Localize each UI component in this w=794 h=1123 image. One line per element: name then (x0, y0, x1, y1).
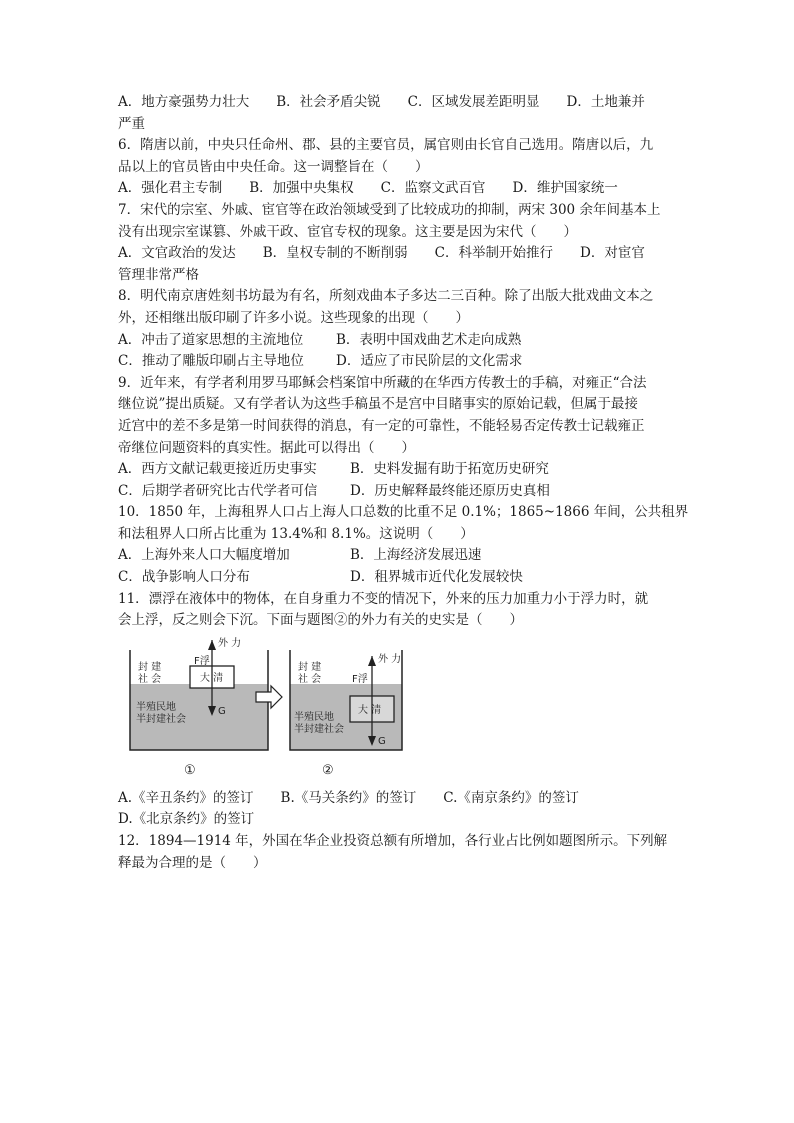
q8-option-a: A．冲击了道家思想的主流地位 (118, 331, 304, 348)
diagram-1-upper-label-2: 社 会 (138, 673, 162, 685)
q9-option-c: C．后期学者研究比古代学者可信 (118, 482, 318, 499)
q9-stem-line4: 帝继位问题资料的真实性。据此可以得出（ ） (118, 439, 415, 456)
q10-option-a: A．上海外来人口大幅度增加 (118, 547, 290, 564)
q9-options-row2 (118, 481, 678, 503)
q11-stem-line2: 会上浮，反之则会下沉。下面与题图②的外力有关的史实是（ ） (118, 612, 523, 629)
q10-options-row1 (118, 545, 678, 567)
q8-stem-line1: 8．明代南京唐姓刻书坊最为有名，所刻戏曲本子多达二三百种。除了出版大批戏曲文本之 (118, 288, 654, 305)
figure-caption-2: ② (322, 762, 334, 778)
q10-stem-line2: 和法租界人口所占比重为 13.4%和 8.1%。这说明（ ） (118, 525, 474, 542)
diagram-1-lower-label-1: 半殖民地 (136, 701, 176, 713)
q8-option-c: C．推动了雕版印刷占主导地位 (118, 353, 304, 370)
q11-options-line1: A.《辛丑条约》的签订 B.《马关条约》的签订 C.《南京条约》的签订 (118, 789, 579, 806)
q7-options-line1: A．文官政治的发达 B．皇权专制的不断削弱 C．科举制开始推行 D．对宦官 (118, 245, 645, 262)
q8-option-d: D．适应了市民阶层的文化需求 (336, 353, 523, 370)
q8-option-b: B．表明中国戏曲艺术走向成熟 (336, 331, 522, 348)
diagram-1-force-label: 外 力 (218, 637, 242, 649)
diagram-1-buoyancy-label: F浮 (194, 655, 210, 667)
q7-stem-line2: 没有出现宗室谋篡、外戚干政、宦官专权的现象。这主要是因为宋代（ ） (118, 223, 577, 240)
q11-figure (118, 636, 678, 784)
q10-stem-line1: 10．1850 年，上海租界人口占上海人口总数的比重不足 0.1%；1865~1866 年间，公共租界 (118, 504, 689, 521)
diagram-1 (130, 636, 268, 750)
diagram-2-lower-label-1: 半殖民地 (294, 711, 334, 723)
q11-stem-line1: 11．漂浮在液体中的物体，在自身重力不变的情况下，外来的压力加重力小于浮力时，就 (118, 590, 649, 607)
q5-options-line2: 严重 (118, 115, 145, 132)
q10-option-b: B．上海经济发展迅速 (350, 547, 482, 564)
q6-stem-line2: 品以上的官员皆由中央任命。这一调整旨在（ ） (118, 158, 429, 175)
diagram-2-box-label: 大 清 (358, 704, 382, 716)
diagram-1-box-label: 大 清 (200, 672, 224, 684)
diagram-2 (290, 650, 402, 750)
q6-stem-line1: 6．隋唐以前，中央只任命州、郡、县的主要官员，属官则由长官自己选用。隋唐以后，九 (118, 137, 654, 154)
diagram-2-upper-label-2: 社 会 (298, 673, 322, 685)
diagram-2-gravity-label: G (378, 735, 386, 747)
diagram-1-gravity-label: G (218, 705, 226, 717)
q9-stem-line1: 9．近年来，有学者利用罗马耶稣会档案馆中所藏的在华西方传教士的手稿，对雍正“合法 (118, 374, 647, 391)
q5-options-line1: A．地方豪强势力壮大 B．社会矛盾尖锐 C．区域发展差距明显 D．土地兼并 (118, 94, 645, 110)
diagram-1-upper-label-1: 封 建 (138, 661, 162, 673)
q11-options-line2: D.《北京条约》的签订 (118, 811, 255, 828)
diagram-2-up-arrow (368, 656, 376, 666)
q12-stem-line1: 12．1894—1914 年，外国在华企业投资总额有所增加，各行业占比例如题图所示。下列解 (118, 833, 668, 850)
q8-stem-line2: 外，还相继出版印刷了许多小说。这些现象的出现（ ） (118, 309, 469, 326)
q9-options-row1 (118, 459, 678, 481)
q8-options-row1 (118, 330, 678, 352)
diagram-2-buoyancy-label: F浮 (352, 673, 368, 685)
diagram-1-up-arrow (208, 640, 216, 650)
q10-option-c: C．战争影响人口分布 (118, 569, 250, 586)
q7-options-line2: 管理非常严格 (118, 266, 199, 283)
q9-option-a: A．西方文献记载更接近历史事实 (118, 461, 317, 478)
diagram-2-lower-label-2: 半封建社会 (294, 723, 344, 735)
q6-options: A．强化君主专制 B．加强中央集权 C．监察文武百官 D．维护国家统一 (118, 180, 618, 197)
q9-stem-line3: 近宫中的差不多是第一时间获得的消息，有一定的可靠性，不能轻易否定传教士记载雍正 (118, 417, 645, 434)
q7-stem-line1: 7．宋代的宗室、外戚、宦官等在政治领域受到了比较成功的抑制，两宋 300 余年间基本上 (118, 201, 661, 218)
exam-page (118, 92, 689, 874)
diagram-1-lower-label-2: 半封建社会 (136, 713, 186, 725)
diagram-2-force-label: 外 力 (378, 653, 402, 665)
diagram-2-upper-label-1: 封 建 (298, 661, 322, 673)
q9-option-d: D．历史解释最终能还原历史真相 (350, 482, 550, 499)
q9-stem-line2: 继位说”提出质疑。又有学者认为这些手稿虽不是宫中目睹事实的原始记载，但属于最接 (118, 396, 638, 413)
q12-stem-line2: 释最为合理的是（ ） (118, 854, 267, 871)
q10-option-d: D．租界城市近代化发展较快 (350, 569, 523, 586)
q9-option-b: B．史料发掘有助于拓宽历史研究 (350, 461, 549, 478)
buoyancy-diagram (118, 636, 418, 784)
figure-caption-1: ① (184, 762, 196, 778)
q10-options-row2 (118, 567, 678, 589)
q8-options-row2 (118, 351, 678, 373)
